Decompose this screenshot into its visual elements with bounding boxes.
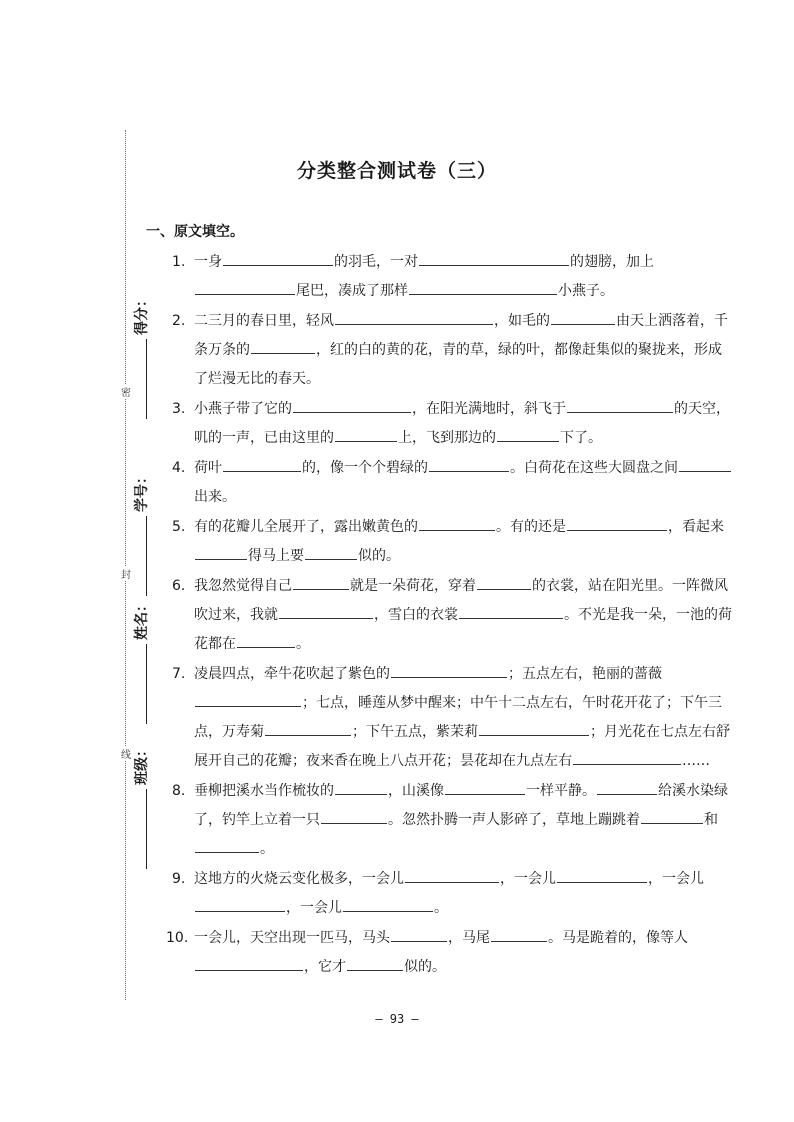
question-1 xyxy=(172,248,732,306)
question-text: 小燕子带了它的 xyxy=(194,401,292,417)
question-8 xyxy=(172,777,732,864)
seal-char-mi: 密 xyxy=(120,384,132,399)
answer-blank[interactable] xyxy=(237,633,295,648)
answer-blank[interactable] xyxy=(419,516,495,531)
question-7 xyxy=(172,660,732,776)
question-text: ，在阳光满地时，斜飞于 xyxy=(412,401,566,417)
question-text: 似的。 xyxy=(404,959,446,975)
question-text: ；月光花在七点左右舒展开自己的花瓣；夜来香在晚上八点开花；昙花却在九点左右 xyxy=(194,724,730,769)
question-text: ，雪白的衣裳 xyxy=(374,607,458,623)
question-text: 尾巴，凑成了那样 xyxy=(296,283,408,299)
answer-blank[interactable] xyxy=(279,604,373,619)
answer-blank[interactable] xyxy=(459,604,563,619)
student-id-label: 学号： xyxy=(134,470,150,512)
question-text: 的，像一个个碧绿的 xyxy=(302,460,428,476)
question-3 xyxy=(172,395,732,453)
question-text: ，它才 xyxy=(304,959,346,975)
answer-blank[interactable] xyxy=(195,280,295,295)
class-label: 班级： xyxy=(134,743,150,785)
answer-blank[interactable] xyxy=(195,838,259,853)
question-text: 有的花瓣儿全展开了，露出嫩黄色的 xyxy=(194,519,418,535)
question-text: 一身 xyxy=(194,254,222,270)
question-text: 。 xyxy=(296,636,310,652)
answer-blank[interactable] xyxy=(479,721,589,736)
question-text: ，看起来 xyxy=(668,519,724,535)
answer-blank[interactable] xyxy=(195,897,285,912)
answer-blank[interactable] xyxy=(491,927,547,942)
answer-blank[interactable] xyxy=(405,868,499,883)
answer-blank[interactable] xyxy=(551,310,615,325)
student-id-blank[interactable] xyxy=(136,516,147,596)
question-text: ，红的白的黄的花，青的草，绿的叶，都像赶集似的聚拢来，形成了烂漫无比的春天。 xyxy=(194,342,722,387)
answer-blank[interactable] xyxy=(567,516,667,531)
question-text: 和 xyxy=(704,812,718,828)
answer-blank[interactable] xyxy=(195,545,247,560)
page-number: — 93 — xyxy=(375,1012,419,1026)
answer-blank[interactable] xyxy=(293,575,349,590)
question-text: 我忽然觉得自己 xyxy=(194,578,292,594)
question-5 xyxy=(172,513,732,571)
answer-blank[interactable] xyxy=(597,780,657,795)
question-text: ，山溪像 xyxy=(388,783,444,799)
question-text: ；下午五点，紫茉莉 xyxy=(352,724,478,740)
question-text: 。马是跪着的，像等人 xyxy=(548,930,688,946)
question-text: 得马上要 xyxy=(248,548,304,564)
answer-blank[interactable] xyxy=(419,251,569,266)
question-text: 荷叶 xyxy=(194,460,222,476)
class-field xyxy=(131,743,151,893)
question-text: 出来。 xyxy=(194,489,236,505)
answer-blank[interactable] xyxy=(251,339,315,354)
question-text: 小燕子。 xyxy=(558,283,614,299)
question-number: 4. xyxy=(172,460,186,476)
seal-char-feng: 封 xyxy=(120,566,132,581)
answer-blank[interactable] xyxy=(223,251,333,266)
question-text: ；七点，睡莲从梦中醒来；中午十二点左右，午时花开花了；下午三点，万寿菊 xyxy=(194,695,722,740)
question-number: 7. xyxy=(172,666,186,682)
question-text: 给溪水染绿了，钓竿上立着一只 xyxy=(194,783,728,828)
seal-char-xian: 线 xyxy=(120,746,132,761)
question-10 xyxy=(166,924,732,982)
question-9 xyxy=(172,865,732,923)
answer-blank[interactable] xyxy=(335,310,493,325)
answer-blank[interactable] xyxy=(391,927,447,942)
name-field xyxy=(131,598,151,748)
answer-blank[interactable] xyxy=(321,809,387,824)
question-text: 上，飞到那边的 xyxy=(398,430,496,446)
binding-line xyxy=(125,130,126,1000)
question-text: 这地方的火烧云变化极多，一会儿 xyxy=(194,871,404,887)
answer-blank[interactable] xyxy=(445,780,525,795)
answer-blank[interactable] xyxy=(557,868,647,883)
question-text: 。白荷花在这些大圆盘之间 xyxy=(510,460,678,476)
answer-blank[interactable] xyxy=(641,809,703,824)
question-text: 一会儿，天空出现一匹马，马头 xyxy=(194,930,390,946)
question-number: 8. xyxy=(172,783,186,799)
question-text: ，一会儿 xyxy=(286,900,342,916)
question-text: 的翅膀，加上 xyxy=(570,254,654,270)
question-text: ，一会儿 xyxy=(500,871,556,887)
answer-blank[interactable] xyxy=(335,427,397,442)
section-heading: 一、原文填空。 xyxy=(146,224,244,240)
answer-blank[interactable] xyxy=(477,575,531,590)
question-text: …… xyxy=(682,753,710,769)
name-label: 姓名： xyxy=(134,598,150,640)
answer-blank[interactable] xyxy=(497,427,559,442)
answer-blank[interactable] xyxy=(429,457,509,472)
question-list xyxy=(166,248,732,983)
answer-blank[interactable] xyxy=(679,457,731,472)
answer-blank[interactable] xyxy=(343,897,433,912)
question-text: ，一会儿 xyxy=(648,871,704,887)
question-text: 由天上洒落着，千条万条的 xyxy=(194,313,728,358)
page-title: 分类整合测试卷（三） xyxy=(296,160,497,182)
question-6 xyxy=(172,572,732,659)
question-text: 。 xyxy=(260,841,274,857)
question-number: 9. xyxy=(172,871,186,887)
question-number: 1. xyxy=(172,254,186,270)
answer-blank[interactable] xyxy=(573,750,681,765)
answer-blank[interactable] xyxy=(305,545,357,560)
question-text: ，马尾 xyxy=(448,930,490,946)
answer-blank[interactable] xyxy=(223,457,301,472)
question-number: 10. xyxy=(166,930,189,946)
question-text: 似的。 xyxy=(358,548,400,564)
answer-blank[interactable] xyxy=(335,780,387,795)
question-text: 下了。 xyxy=(560,430,602,446)
question-text: 。有的还是 xyxy=(496,519,566,535)
score-field xyxy=(131,293,151,443)
answer-blank[interactable] xyxy=(195,956,303,971)
answer-blank[interactable] xyxy=(195,692,301,707)
answer-blank[interactable] xyxy=(391,663,507,678)
question-text: 一样平静。 xyxy=(526,783,596,799)
question-number: 2. xyxy=(172,313,186,329)
question-text: 。忽然扑腾一声人影碎了，草地上蹦跳着 xyxy=(388,812,640,828)
question-text: ；五点左右，艳丽的蔷薇 xyxy=(508,666,662,682)
question-text: 。 xyxy=(434,900,448,916)
answer-blank[interactable] xyxy=(347,956,403,971)
question-number: 5. xyxy=(172,519,186,535)
question-text: 的羽毛，一对 xyxy=(334,254,418,270)
question-number: 6. xyxy=(172,578,186,594)
answer-blank[interactable] xyxy=(409,280,557,295)
question-text: 二三月的春日里，轻风 xyxy=(194,313,334,329)
answer-blank[interactable] xyxy=(567,398,673,413)
score-label: 得分： xyxy=(134,293,150,335)
question-2 xyxy=(172,307,732,394)
question-4 xyxy=(172,454,732,512)
question-text: 就是一朵荷花，穿着 xyxy=(350,578,476,594)
class-blank[interactable] xyxy=(136,789,147,869)
answer-blank[interactable] xyxy=(293,398,411,413)
question-text: 的天空，叽的一声，已由这里的 xyxy=(194,401,730,446)
question-text: ，如毛的 xyxy=(494,313,550,329)
answer-blank[interactable] xyxy=(265,721,351,736)
name-blank[interactable] xyxy=(136,644,147,724)
question-text: 。不光是我一朵，一池的荷花都在 xyxy=(194,607,732,652)
score-blank[interactable] xyxy=(136,339,147,419)
question-text: 的衣裳，站在阳光里。一阵微风吹过来，我就 xyxy=(194,578,728,623)
question-number: 3. xyxy=(172,401,186,417)
question-text: 凌晨四点，牵牛花吹起了紫色的 xyxy=(194,666,390,682)
question-text: 垂柳把溪水当作梳妆的 xyxy=(194,783,334,799)
